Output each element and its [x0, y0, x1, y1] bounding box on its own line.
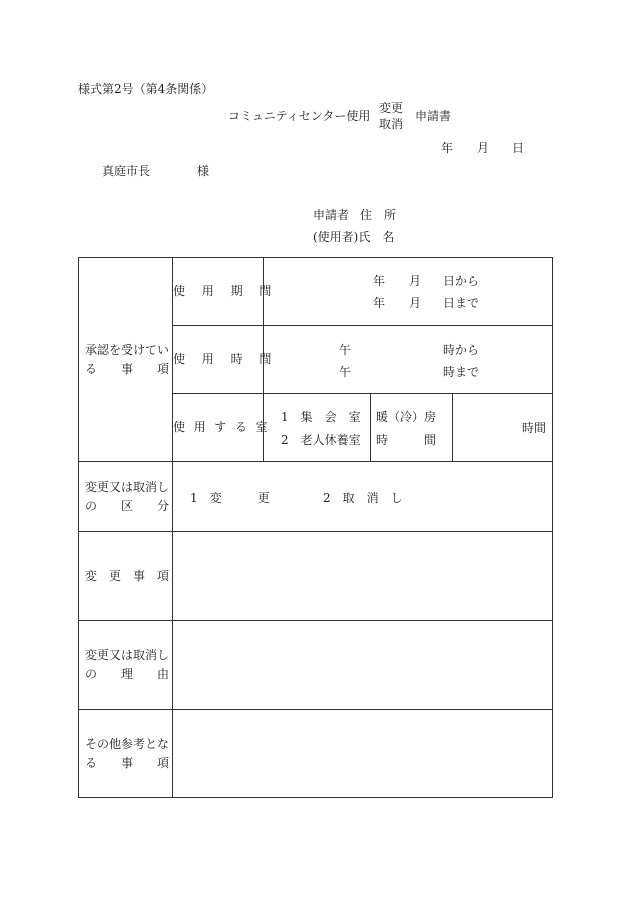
- room-label: 使 用 す る 室: [173, 394, 264, 462]
- form-title-prefix: コミュニティセンター使用: [228, 109, 371, 123]
- classification-option-cancel[interactable]: 2 取 消 し: [323, 491, 403, 505]
- row-period: [79, 258, 553, 326]
- other-notes-label: その他参考とな る 事 項: [79, 710, 173, 798]
- heating-cooling-label-line2: 時 間: [376, 433, 437, 447]
- heating-cooling-hours-field[interactable]: [453, 394, 553, 462]
- usage-period-label: 使 用 期 間: [173, 258, 264, 326]
- date-day: 日: [512, 141, 525, 155]
- hours-unit: 時間: [522, 421, 547, 435]
- period-from-year: 年: [373, 274, 386, 288]
- change-items-label: 変 更 事 項: [79, 532, 173, 621]
- title-option-change: 変更: [379, 101, 404, 115]
- time-from-ampm: 午: [339, 343, 352, 357]
- usage-time-label: 使 用 時 間: [173, 326, 264, 394]
- classification-option-change[interactable]: 1 変 更: [190, 491, 270, 505]
- reason-field[interactable]: [173, 621, 553, 710]
- form-title-suffix: 申請書: [415, 109, 452, 123]
- applicant-user-label: (使用者)氏 名: [313, 230, 395, 244]
- usage-period-field[interactable]: [264, 258, 553, 326]
- date-year: 年: [441, 141, 454, 155]
- addressee-honorific: 様: [197, 164, 210, 178]
- applicant-address-label: 住 所: [360, 208, 397, 222]
- row-other: [79, 710, 553, 798]
- period-from-day: 日から: [443, 274, 480, 288]
- reason-label: 変更又は取消し の 理 由: [79, 621, 173, 710]
- room-options[interactable]: [264, 394, 371, 462]
- time-to-ampm: 午: [339, 365, 352, 379]
- applicant-label: 申請者: [313, 208, 350, 222]
- form-number: 様式第2号（第4条関係）: [78, 82, 214, 96]
- title-option-cancel: 取消: [379, 117, 404, 131]
- period-to-year: 年: [373, 296, 386, 310]
- application-table: [78, 257, 553, 798]
- row-reason: [79, 621, 553, 710]
- heating-cooling-label-line1: 暖（冷）房: [376, 410, 437, 424]
- classification-label: 変更又は取消し の 区 分: [79, 462, 173, 532]
- usage-time-field[interactable]: [264, 326, 553, 394]
- row-change-items: [79, 532, 553, 621]
- heating-cooling-label: [371, 394, 453, 462]
- classification-field[interactable]: [173, 462, 553, 532]
- time-from-hour: 時から: [443, 343, 480, 357]
- approved-items-label: 承認を受けてい る 事 項: [79, 258, 173, 462]
- room-option-elderly-rest-room[interactable]: 2 老人休養室: [281, 433, 361, 447]
- row-classification: [79, 462, 553, 532]
- period-to-day: 日まで: [443, 296, 480, 310]
- date-month: 月: [477, 141, 490, 155]
- other-notes-field[interactable]: [173, 710, 553, 798]
- addressee-name: 真庭市長: [102, 164, 151, 178]
- room-option-assembly-hall[interactable]: 1 集 会 室: [281, 410, 361, 424]
- change-items-field[interactable]: [173, 532, 553, 621]
- period-from-month: 月: [409, 274, 422, 288]
- time-to-hour: 時まで: [443, 365, 480, 379]
- period-to-month: 月: [409, 296, 422, 310]
